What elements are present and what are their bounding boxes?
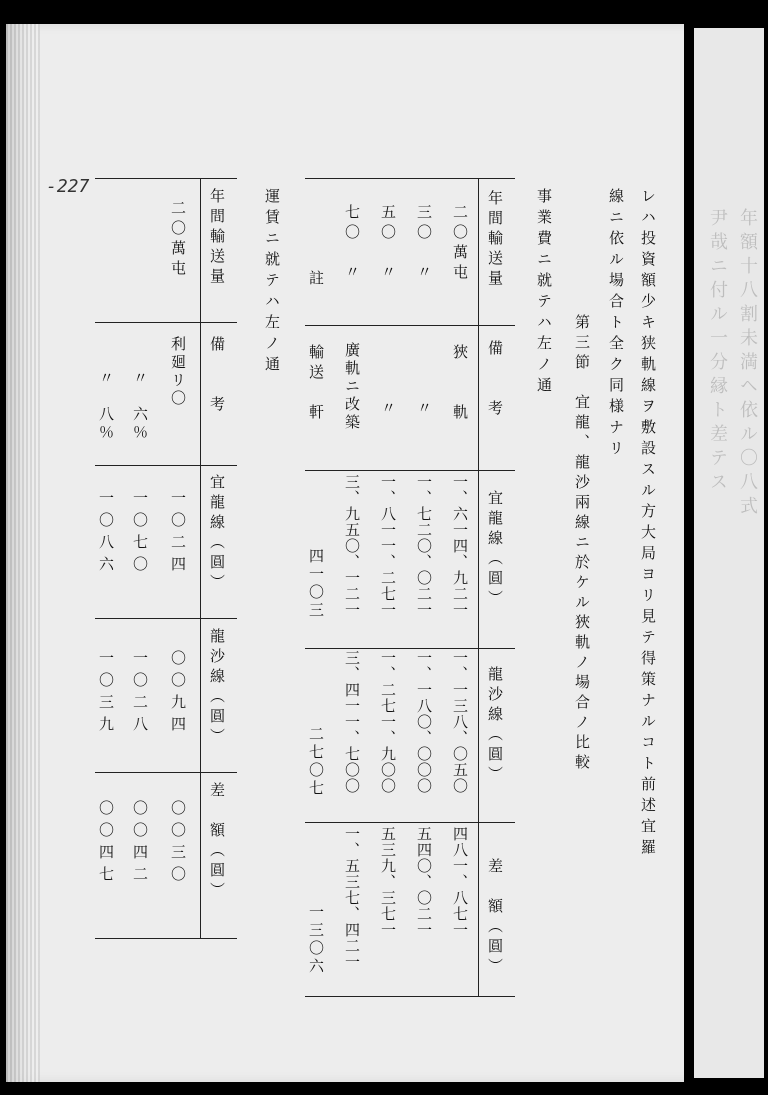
table-cell: 狹 軌: [451, 344, 469, 424]
bleed-through-text: 尹哉ニ付ル一分縁ト差テス: [707, 208, 728, 496]
table-cell: 二〇萬屯: [451, 204, 469, 284]
book-spine-edge: [6, 24, 40, 1082]
table-rule: [95, 938, 237, 939]
table-cell: 〃: [379, 400, 397, 420]
table-cell: 三、四一一、七〇〇: [343, 650, 361, 794]
table-cell: 一三〇六: [307, 904, 325, 976]
table-rule: [305, 470, 515, 471]
intro-line: 線ニ依ル場合ト全ク同様ナリ: [607, 188, 625, 461]
table1-header-volume: 年間輸送量: [486, 190, 504, 290]
table-cell: 一〇七〇: [131, 490, 149, 578]
table-cell: 三〇 〃: [415, 204, 433, 284]
table-cell: 七〇 〃: [343, 204, 361, 284]
table-rule: [200, 178, 201, 938]
table-rule: [305, 996, 515, 997]
table-cell: 〃 六％: [131, 370, 149, 442]
table-cell: 〇〇四七: [97, 800, 115, 888]
table-cell: 一、二七一、九〇〇: [379, 650, 397, 794]
table-cell: 〇〇九四: [169, 650, 187, 738]
table-cell: 五四〇、〇二一: [415, 826, 433, 938]
table-cell: 〃: [415, 400, 433, 420]
table1-header-diff: 差 額（圓）: [486, 858, 504, 978]
table2-header-remarks: 備 考: [208, 336, 226, 416]
table2-header-gilong: 宜龍線（圓）: [208, 474, 226, 594]
adjacent-page: [694, 28, 764, 1078]
table-rule: [95, 178, 237, 179]
table-cell: 一〇八六: [97, 490, 115, 578]
table-cell: 五〇 〃: [379, 204, 397, 284]
table-cell: 〃 八％: [97, 370, 115, 442]
section-heading: 第三節 宜龍、龍沙兩線ニ於ケル狹軌ノ場合ノ比較: [573, 314, 591, 774]
table1-header-gilong: 宜龍線（圓）: [486, 490, 504, 610]
table-cell: 〇〇四二: [131, 800, 149, 888]
intro-line: レハ投資額少キ狭軌線ヲ敷設スル方大局ヨリ見テ得策ナルコト前述宜羅: [639, 188, 657, 860]
table-cell: 一〇三九: [97, 650, 115, 738]
table-cell: 一、六一四、九二一: [451, 474, 469, 618]
operation-cost-line: 運賃ニ就テハ左ノ通: [263, 188, 281, 377]
table-cell: 一、一三八、〇五〇: [451, 650, 469, 794]
table-rule: [305, 822, 515, 823]
table-rule: [95, 322, 237, 323]
table-rule: [95, 772, 237, 773]
table-rule: [95, 618, 237, 619]
table-cell: 五三九、三七一: [379, 826, 397, 938]
table-cell: 二七〇七: [307, 726, 325, 798]
table-cell: 一、七二〇、〇二一: [415, 474, 433, 618]
table-cell: 二〇萬屯: [169, 200, 187, 280]
table-cell: 一、一八〇、〇〇〇: [415, 650, 433, 794]
page-number: -227: [46, 176, 90, 197]
table-cell: 一、八一一、二七一: [379, 474, 397, 618]
table-cell: 一〇二八: [131, 650, 149, 738]
table-cell: 一〇二四: [169, 490, 187, 578]
bleed-through-text: 年額十八割未満ヘ依ル〇八式: [737, 208, 758, 520]
table-cell: 註: [307, 270, 325, 290]
table-rule: [478, 178, 479, 996]
table1-header-longsha: 龍沙線（圓）: [486, 666, 504, 786]
table-cell: 輸送 軒: [307, 344, 325, 424]
table2-header-volume: 年間輸送量: [208, 188, 226, 288]
table-rule: [305, 178, 515, 179]
table-cell: 四一〇三: [307, 548, 325, 620]
table2-header-diff: 差 額（圓）: [208, 782, 226, 902]
table-cell: 〇〇三〇: [169, 800, 187, 888]
table-rule: [305, 325, 515, 326]
construction-cost-line: 事業費ニ就テハ左ノ通: [535, 188, 553, 398]
table-cell: 三、九五〇、一二一: [343, 474, 361, 618]
table-cell: 利廻リ〇: [169, 336, 187, 408]
table2-header-longsha: 龍沙線（圓）: [208, 628, 226, 748]
table-cell: 廣軌ニ改築: [343, 342, 361, 432]
table-rule: [305, 648, 515, 649]
table1-header-remarks: 備 考: [486, 340, 504, 420]
table-cell: 一、五三七、四二一: [343, 826, 361, 970]
table-rule: [95, 465, 237, 466]
table-cell: 四八一、八七一: [451, 826, 469, 938]
